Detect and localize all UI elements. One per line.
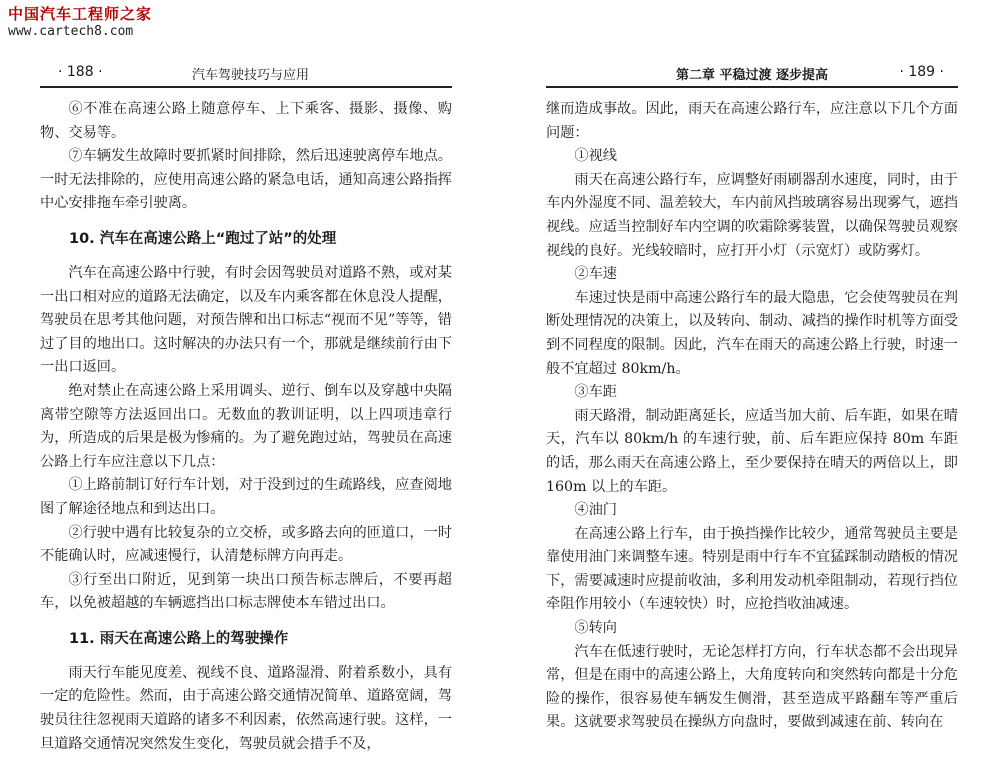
right-page-header <box>546 60 958 88</box>
paragraph: 雨天行车能见度差、视线不良、道路湿滑、附着系数小，具有一定的危险性。然而，由于高速公路交通情况简单、道路宽阔，驾驶员往往忽视雨天道路的诸多不利因素，依然高速行驶。这样，一旦道路交通情况突然发生变化，驾驶员就会措手不及， <box>40 664 452 752</box>
paragraph: ②车速 <box>574 266 617 283</box>
paragraph: ⑦车辆发生故障时要抓紧时间排除，然后迅速驶离停车地点。一时无法排除的，应使用高速公路的紧急电话，通知高速公路指挥中心安排拖车牵引驶离。 <box>40 148 452 212</box>
paragraph: ⑤转向 <box>574 620 617 637</box>
left-page-number: · 188 · <box>58 64 103 80</box>
paragraph: 汽车在高速公路中行驶，有时会因驾驶员对道路不熟，或对某一出口相对应的道路无法确定，以及车内乘客都在休息没人提醒，驾驶员在思考其他问题，对预告牌和出口标志“视而不见”等等，错过了目的地出口。这时解决的办法只有一个，那就是继续前行由下一出口返回。 <box>40 264 452 376</box>
paragraph: 雨天在高速公路行车，应调整好雨刷器刮水速度，同时，由于车内外湿度不同、温差较大，车内前风挡玻璃容易出现雾气，遮挡视线。应适当控制好车内空调的吹霜除雾装置，以确保驾驶员观察视线的良好。光线较暗时，应打开小灯（示宽灯）或防雾灯。 <box>546 171 958 259</box>
watermark-title: 中国汽车工程师之家 <box>8 5 153 23</box>
right-running-title: 第二章 平稳过渡 逐步提高 <box>676 68 829 83</box>
right-page <box>546 60 958 735</box>
paragraph: ①上路前制订好行车计划，对于没到过的生疏路线，应查阅地图了解途径地点和到达出口。 <box>40 477 452 517</box>
paragraph: ⑥不准在高速公路上随意停车、上下乘客、摄影、摄像、购物、交易等。 <box>40 101 452 141</box>
paragraph: ②行驶中遇有比较复杂的立交桥，或多路去向的匝道口，一时不能确认时，应减速慢行，认清楚标牌方向再走。 <box>40 524 452 565</box>
left-running-title: 汽车驾驶技巧与应用 <box>192 68 310 83</box>
paragraph: 雨天路滑，制动距离延长，应适当加大前、后车距，如果在晴天，汽车以 80km/h 的车速行驶，前、后车距应保持 80m 车距的话，那么雨天在高速公路上，至少要保持在晴天的两倍以上，即 160m 以上的车距。 <box>546 407 958 495</box>
paragraph: 绝对禁止在高速公路上采用调头、逆行、倒车以及穿越中央隔离带空隙等方法返回出口。无数血的教训证明，以上四项违章行为，所造成的后果是极为惨痛的。为了避免跑过站，驾驶员在高速公路上行车应注意以下几点： <box>40 382 452 470</box>
section-heading: 10. 汽车在高速公路上“跑过了站”的处理 <box>69 230 337 247</box>
left-page <box>40 60 452 756</box>
paragraph: 汽车在低速行驶时，无论怎样打方向，行车状态都不会出现异常，但是在雨中的高速公路上，大角度转向和突然转向都是十分危险的操作，很容易使车辆发生侧滑，甚至造成平路翻车等严重后果。这就要求驾驶员在操纵方向盘时，要做到减速在前、转向在 <box>546 643 958 731</box>
section-heading: 11. 雨天在高速公路上的驾驶操作 <box>69 630 289 647</box>
right-page-body <box>546 98 958 735</box>
paragraph: 在高速公路上行车，由于换挡操作比较少，通常驾驶员主要是靠使用油门来调整车速。特别是雨中行车不宜猛踩制动踏板的情况下，需要减速时应提前收油，多利用发动机牵阻制动，若现行挡位牵阻作用较小（车速较快）时，应抢挡收油减速。 <box>546 525 958 613</box>
watermark-url: www.cartech8.com <box>8 24 134 39</box>
paragraph: 车速过快是雨中高速公路行车的最大隐患，它会使驾驶员在判断处理情况的决策上，以及转向、制动、减挡的操作时机等方面受到不同程度的限制。因此，汽车在雨天的高速公路上行驶，时速一般不宜超过 80km/h。 <box>546 289 958 377</box>
paragraph: ④油门 <box>574 502 617 519</box>
right-page-number: · 189 · <box>899 64 944 80</box>
watermark <box>8 4 152 40</box>
paragraph: ①视线 <box>574 148 617 165</box>
paragraph: 继而造成事故。因此，雨天在高速公路行车，应注意以下几个方面问题： <box>546 101 958 141</box>
left-page-header <box>40 60 452 88</box>
paragraph: ③车距 <box>574 384 617 401</box>
left-page-body <box>40 98 452 756</box>
paragraph: ③行至出口附近，见到第一块出口预告标志牌后，不要再超车，以免被超越的车辆遮挡出口标志牌使本车错过出口。 <box>40 571 452 612</box>
